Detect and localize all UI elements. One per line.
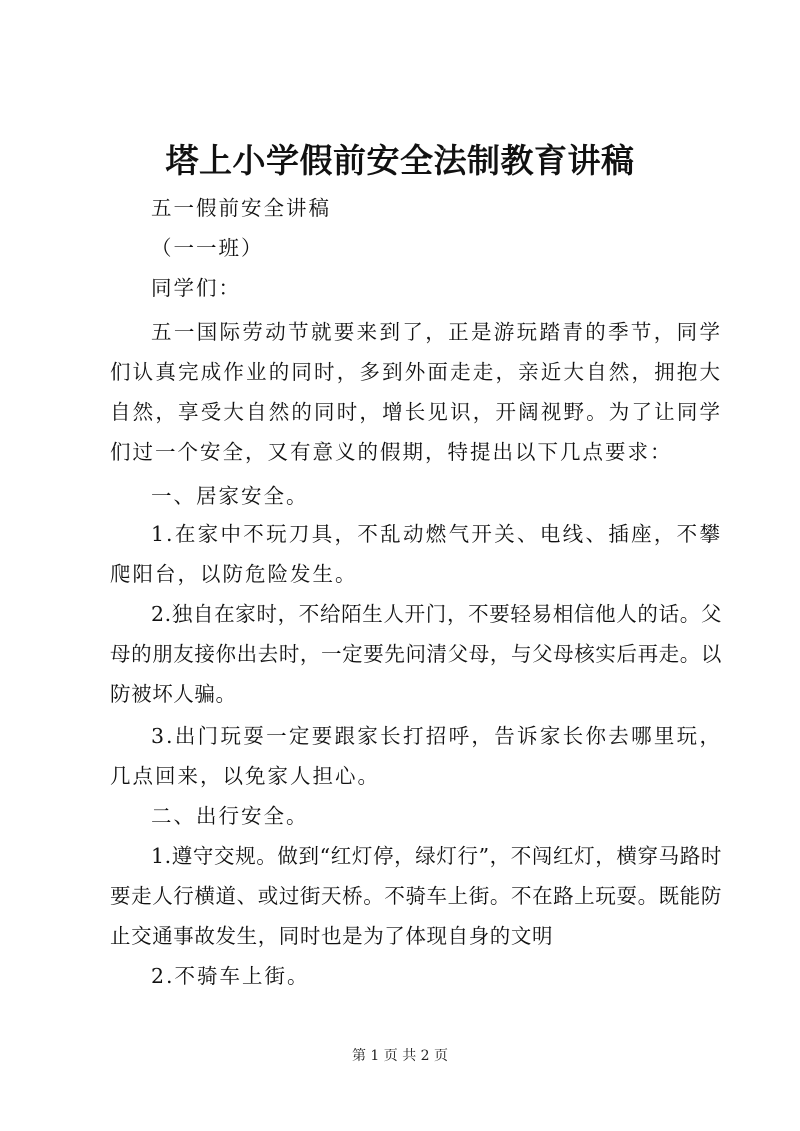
paragraph-home-item-3: 3.出门玩耍一定要跟家长打招呼，告诉家长你去哪里玩，几点回来，以免家人担心。 — [110, 724, 722, 788]
paragraph-intro: 五一国际劳动节就要来到了，正是游玩踏青的季节，同学们认真完成作业的同时，多到外面走走，亲近大自然，拥抱大自然，享受大自然的同时，增长见识，开阔视野。为了让同学们过一个安全，又有意义的假期，特提出以下几点要求： — [110, 320, 722, 464]
paragraph-travel-item-1: 1.遵守交规。做到“红灯停，绿灯行”，不闯红灯，横穿马路时要走人行横道、或过街天桥。不骑车上街。不在路上玩耍。既能防止交通事故发生，同时也是为了体现自身的文明 — [110, 844, 722, 948]
page-number-footer: 第 1 页 共 2 页 — [351, 1048, 449, 1064]
paragraph-home-item-1: 1.在家中不玩刀具，不乱动燃气开关、电线、插座，不攀爬阳台，以防危险发生。 — [110, 522, 722, 586]
paragraph-class: （一一班） — [151, 236, 264, 260]
section-heading-home-safety: 一、居家安全。 — [151, 484, 309, 508]
section-heading-travel-safety: 二、出行安全。 — [151, 804, 309, 828]
paragraph-home-item-2: 2.独自在家时，不给陌生人开门，不要轻易相信他人的话。父母的朋友接你出去时，一定要先问清父母，与父母核实后再走。以防被坏人骗。 — [110, 602, 722, 706]
paragraph-greeting: 同学们： — [151, 276, 241, 300]
paragraph-travel-item-2: 2.不骑车上街。 — [151, 964, 310, 988]
paragraph-subtitle: 五一假前安全讲稿 — [151, 196, 331, 220]
document-title: 塔上小学假前安全法制教育讲稿 — [165, 141, 635, 180]
